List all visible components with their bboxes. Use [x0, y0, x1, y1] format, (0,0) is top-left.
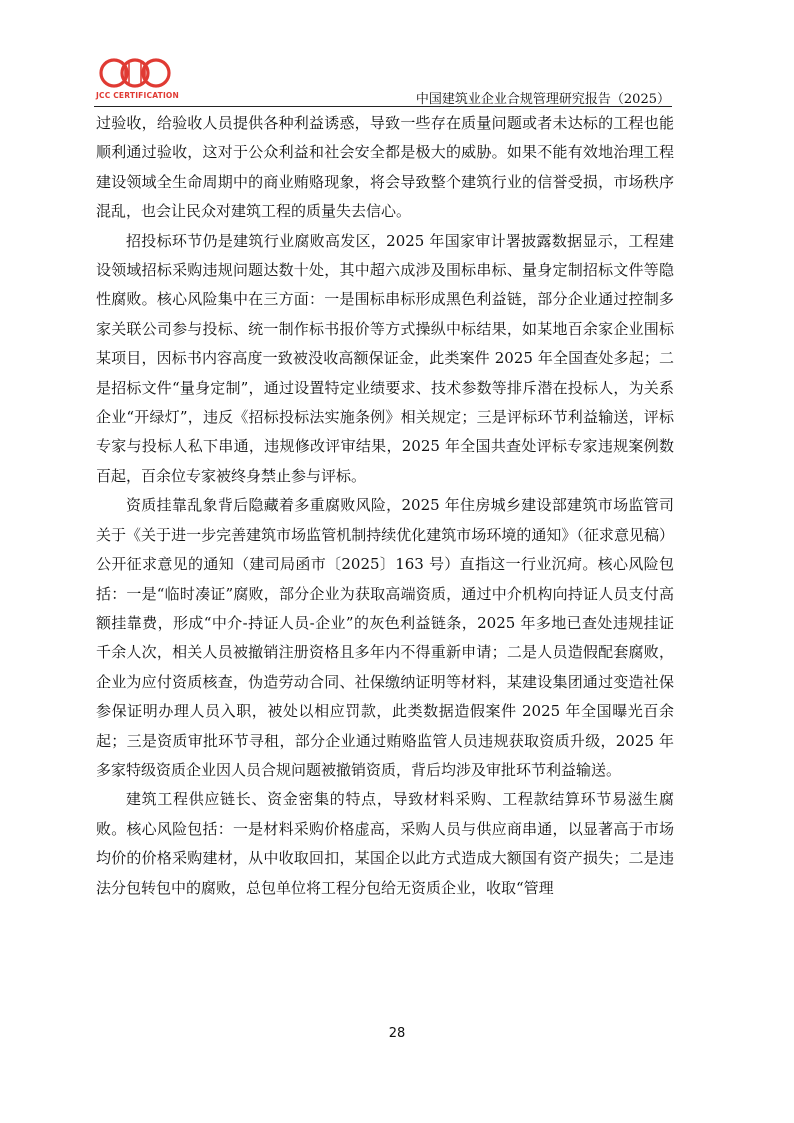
paragraph-bribery-continuation: 过验收，给验收人员提供各种利益诱惑，导致一些存在质量问题或者未达标的工程也能顺利通过验收，这对于公众利益和社会安全都是极大的威胁。如果不能有效地治理工程建设领域全生命周期中的商业贿赂现象，将会导致整个建筑行业的信誉受损，市场秩序混乱，也会让民众对建筑工程的质量失去信心。	[96, 114, 674, 221]
report-header-title: 中国建筑业企业合规管理研究报告（2025）	[415, 92, 670, 107]
paragraph-bidding-corruption: 招投标环节仍是建筑行业腐败高发区，2025 年国家审计署披露数据显示，工程建设领域招标采购违规问题达数十处，其中超六成涉及围标串标、量身定制招标文件等隐性腐败。核心风险集中在三方面：一是围标串标形成黑色利益链，部分企业通过控制多家关联公司参与投标、统一制作标书报价等方式操纵中标结果，如某地百余家企业围标某项目，因标书内容高度一致被没收高额保证金，此类案件 2025 年全国查处多起；二是招标文件“量身定制”，通过设置特定业绩要求、技术参数等排斥潜在投标人，为关系企业“开绿灯”，违反《招标投标法实施条例》相关规定；三是评标环节利益输送，评标专家与投标人私下串通，违规修改评审结果，2025 年全国共查处评标专家违规案例数百起，百余位专家被终身禁止参与评标。	[96, 231, 674, 485]
header-divider	[94, 106, 672, 107]
paragraph-qualification-affiliation: 资质挂靠乱象背后隐藏着多重腐败风险，2025 年住房城乡建设部建筑市场监管司关于《关于进一步完善建筑市场监管机制持续优化建筑市场环境的通知》（征求意见稿）公开征求意见的通知（建司局函市〔2025〕163 号）直指这一行业沉疴。核心风险包括：一是“临时凑证”腐败，部分企业为获取高端资质，通过中介机构向持证人员支付高额挂靠费，形成“中介-持证人员-企业”的灰色利益链条，2025 年多地已查处违规挂证千余人次，相关人员被撤销注册资格且多年内不得重新申请；二是人员造假配套腐败，企业为应付资质核查，伪造劳动合同、社保缴纳证明等材料，某建设集团通过变造社保参保证明办理人员入职，被处以相应罚款，此类数据造假案件 2025 年全国曝光百余起；三是资质审批环节寻租，部分企业通过贿赂监管人员违规获取资质升级，2025 年多家特级资质企业因人员合规问题被撤销资质，背后均涉及审批环节利益输送。	[96, 496, 674, 779]
page-number: 28	[388, 1026, 406, 1041]
logo-wordmark: JCC CERTIFICATION	[96, 91, 179, 100]
document-body	[96, 109, 674, 903]
paragraph-supply-chain: 建筑工程供应链长、资金密集的特点，导致材料采购、工程款结算环节易滋生腐败。核心风险包括：一是材料采购价格虚高，采购人员与供应商串通，以显著高于市场均价的价格采购建材，从中收取回扣，某国企以此方式造成大额国有资产损失；二是违法分包转包中的腐败，总包单位将工程分包给无资质企业，收取“管理	[96, 790, 674, 897]
jcc-rings-logo-icon	[96, 54, 174, 92]
jcc-logo	[96, 54, 179, 104]
